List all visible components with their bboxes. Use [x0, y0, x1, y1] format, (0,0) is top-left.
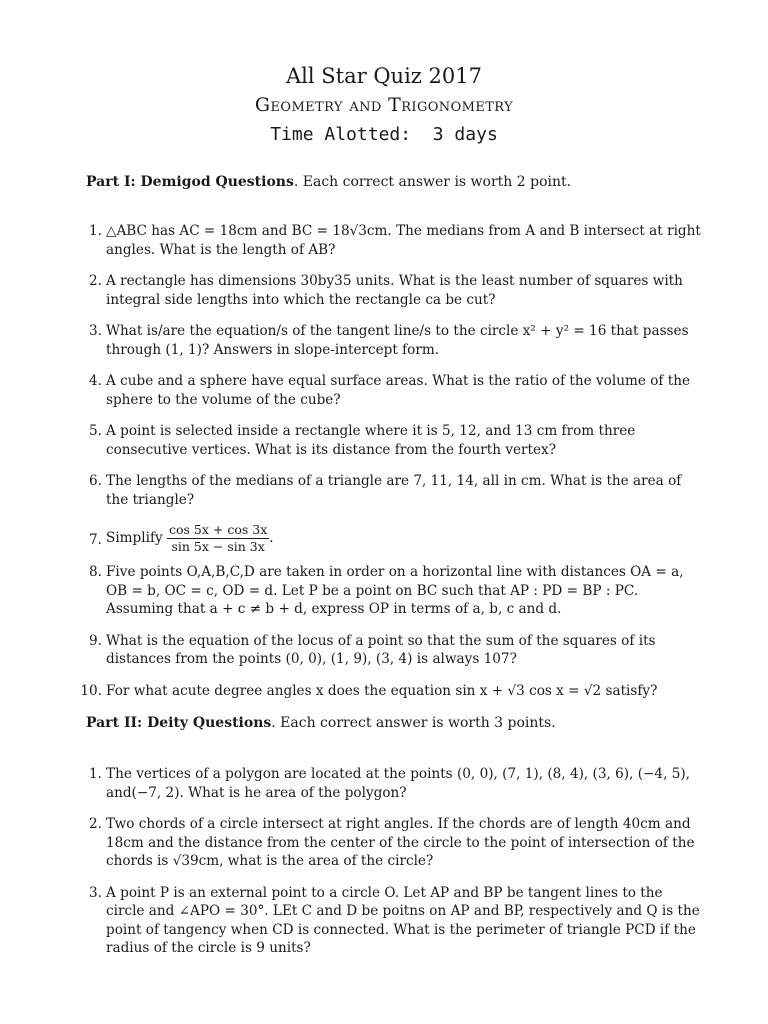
fraction: [167, 522, 269, 555]
question-text: The vertices of a polygon are located at the points (0, 0), (7, 1), (8, 4), (3, 6), (−4, 5), and(−7, 2). What is he area of the polygon?: [106, 766, 690, 801]
part2-question-list: [86, 765, 702, 971]
question: 8. Five points O,A,B,C,D are taken in order on a horizontal line with distances OA = a, OB = b, OC = c, OD = d. Let P be a point on BC such that AP : PD = BP : PC. Assuming that a + c ≠ b + d, express OP in terms of a, b, c and d.: [89, 564, 684, 617]
question-text: Simplify: [106, 530, 163, 546]
part1-heading: Part I: Demigod Questions: [86, 174, 294, 190]
question-text: A point is selected inside a rectangle where it is 5, 12, and 13 cm from three consecutive vertices. What is its distance from the fourth vertex?: [106, 423, 636, 458]
question-text: Two chords of a circle intersect at right angles. If the chords are of length 40cm and 18cm and the distance from the center of the circle to the point of intersection of the chords is √39cm, what is the area of the circle?: [106, 816, 695, 869]
question-text: A cube and a sphere have equal surface areas. What is the ratio of the volume of the sphere to the volume of the cube?: [106, 373, 691, 408]
question: 6. The lengths of the medians of a triangle are 7, 11, 14, all in cm. What is the area of the triangle?: [89, 473, 682, 508]
quiz-subtitle: Geometry and Trigonometry: [254, 94, 514, 116]
question-text: What is the equation of the locus of a point so that the sum of the squares of its distances from the points (0, 0), (1, 9), (3, 4) is always 107?: [106, 632, 656, 667]
question: 1. The vertices of a polygon are located at the points (0, 0), (7, 1), (8, 4), (3, 6), (−4, 5), and(−7, 2). What is he area of the polygon?: [89, 766, 690, 801]
question: 3. A point P is an external point to a circle O. Let AP and BP be tangent lines to the circle and ∠APO = 30°. LEt C and D be poitns on AP and BP, respectively and Q is the point of tangency when CD is connected. What is the perimeter of triangle PCD if the radius of the circle is 9 units?: [89, 884, 700, 956]
question-text: For what acute degree angles x does the equation sin x + √3 cos x = √2 satisfy?: [106, 682, 658, 699]
question: 9. What is the equation of the locus of a point so that the sum of the squares of its distances from the points (0, 0), (1, 9), (3, 4) is always 107?: [89, 632, 656, 667]
fraction-denominator: sin 5x − sin 3x: [171, 539, 265, 554]
question: 2. Two chords of a circle intersect at right angles. If the chords are of length 40cm and 18cm and the distance from the center of the circle to the point of intersection of the chords is √39cm, what is the area of the circle?: [89, 816, 695, 869]
question: 10. For what acute degree angles x does the equation sin x + √3 cos x = √2 satisfy?: [80, 682, 658, 699]
part2-heading: Part II: Deity Questions: [86, 715, 272, 731]
question-text: △ABC has AC = 18cm and BC = 18√3cm. The medians from A and B intersect at right angles. What is the length of AB?: [106, 223, 701, 258]
part1-heading-line: [86, 173, 706, 191]
question-text: A point P is an external point to a circle O. Let AP and BP be tangent lines to the circle and ∠APO = 30°. LEt C and D be poitns on AP and BP, respectively and Q is the point of tangency when CD is connected. What is the perimeter of triangle PCD if the radius of the circle is 9 units?: [106, 884, 700, 956]
question: 5. A point is selected inside a rectangle where it is 5, 12, and 13 cm from three consecutive vertices. What is its distance from the fourth vertex?: [89, 423, 636, 458]
fraction-numerator: cos 5x + cos 3x: [169, 522, 268, 537]
question: 7. Simplify $\frac{\cos 5x + \cos 3x}{\sin 5x - \sin 3x}$ .: [89, 522, 274, 554]
part1-question-list: [80, 222, 702, 713]
part1-note: . Each correct answer is worth 2 point.: [293, 174, 572, 190]
question: 3. What is/are the equation/s of the tangent line/s to the circle x² + y² = 16 that passes through (1, 1)? Answers in slope-intercept form.: [89, 323, 689, 358]
time-allotted: Time Alotted: 3 days: [270, 124, 498, 145]
question-text: The lengths of the medians of a triangle are 7, 11, 14, all in cm. What is the area of the triangle?: [106, 473, 682, 508]
question: 1. △ABC has AC = 18cm and BC = 18√3cm. The medians from A and B intersect at right angles. What is the length of AB?: [89, 223, 701, 258]
part2-note: . Each correct answer is worth 3 points.: [271, 715, 556, 731]
quiz-title: All Star Quiz 2017: [286, 64, 482, 88]
question-text: Five points O,A,B,C,D are taken in order on a horizontal line with distances OA = a, OB = b, OC = c, OD = d. Let P be a point on BC such that AP : PD = BP : PC. Assuming that a + c ≠ b + d, express OP in terms of a, b, c and d.: [106, 564, 684, 617]
question-text: A rectangle has dimensions 30by35 units. What is the least number of squares with integral side lengths into which the rectangle ca be cut?: [106, 273, 683, 308]
question-text: What is/are the equation/s of the tangent line/s to the circle x² + y² = 16 that passes through (1, 1)? Answers in slope-intercept form.: [106, 323, 689, 358]
part2-heading-line: [86, 714, 706, 732]
question: 4. A cube and a sphere have equal surface areas. What is the ratio of the volume of the sphere to the volume of the cube?: [89, 373, 691, 408]
question: 2. A rectangle has dimensions 30by35 units. What is the least number of squares with integral side lengths into which the rectangle ca be cut?: [89, 273, 683, 308]
